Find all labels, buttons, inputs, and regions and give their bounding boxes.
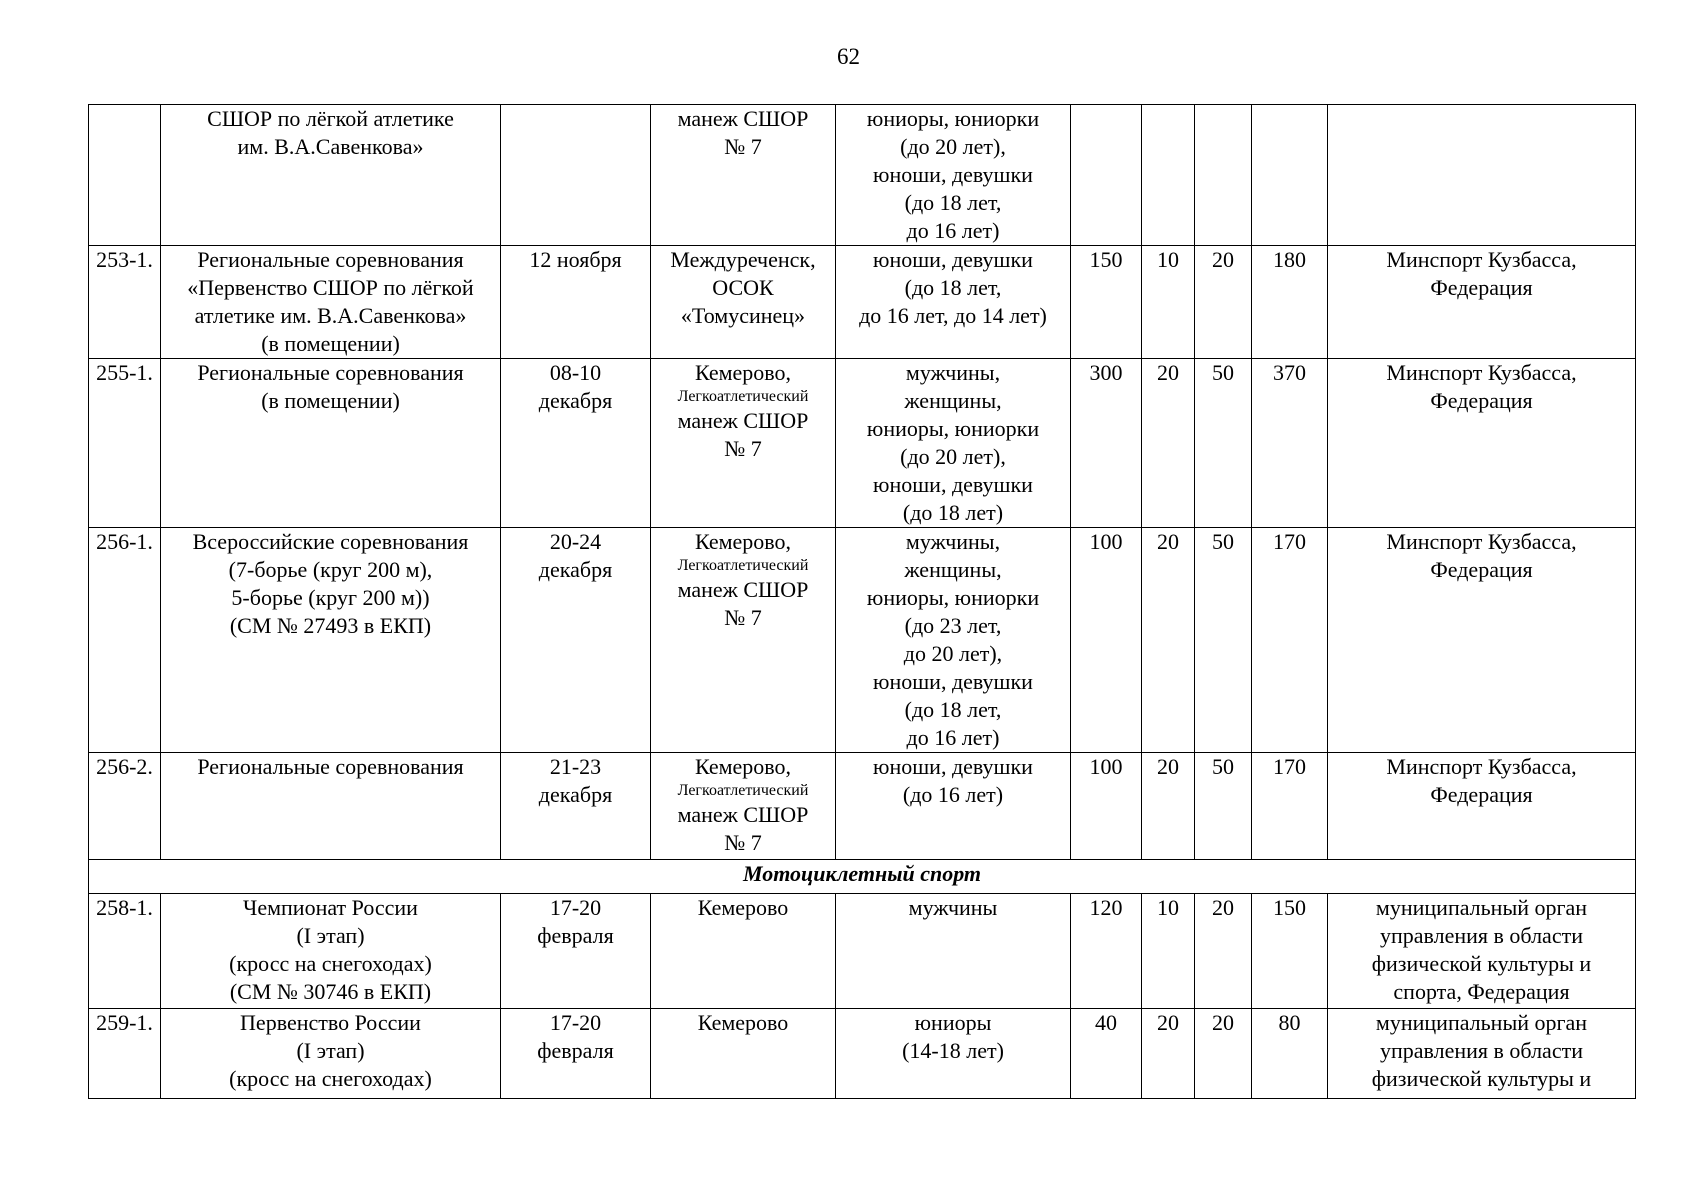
- event-organizer-line: физической культуры и: [1371, 951, 1592, 976]
- count-n2: 20: [1142, 528, 1195, 753]
- count-n2: 10: [1142, 246, 1195, 359]
- event-number: 256-1.: [89, 528, 161, 753]
- event-participants-line: до 16 лет): [906, 218, 1000, 243]
- table-row: [89, 528, 1636, 753]
- event-name-line: (в помещении): [261, 388, 400, 413]
- table-row: [89, 359, 1636, 528]
- event-name-line: Чемпионат России: [243, 895, 418, 920]
- event-place-line: «Томусинец»: [680, 303, 806, 328]
- event-organizer: [1328, 753, 1636, 860]
- section-row: [89, 860, 1636, 894]
- event-participants-line: юноши, девушки: [873, 247, 1033, 272]
- event-organizer-line: муниципальный орган: [1375, 895, 1588, 920]
- count-n1: 120: [1071, 894, 1142, 1009]
- event-name: [161, 246, 501, 359]
- table-row: [89, 753, 1636, 860]
- table-row: [89, 105, 1636, 246]
- count-n3: [1195, 105, 1252, 246]
- event-name-line: (7-борье (круг 200 м),: [228, 557, 433, 582]
- count-n3: 50: [1195, 528, 1252, 753]
- event-organizer-line: Федерация: [1430, 557, 1533, 582]
- event-place-line: № 7: [724, 830, 762, 855]
- event-dates: [501, 246, 651, 359]
- event-number: 259-1.: [89, 1009, 161, 1099]
- event-name-line: Всероссийские соревнования: [192, 529, 469, 554]
- event-place-line: манеж СШОР: [677, 106, 809, 131]
- event-organizer-line: Федерация: [1430, 275, 1533, 300]
- count-n1: 40: [1071, 1009, 1142, 1099]
- event-place-line: Кемерово,: [694, 360, 792, 385]
- event-name-line: (СМ № 30746 в ЕКП): [229, 979, 432, 1004]
- event-participants-line: юноши, девушки: [873, 472, 1033, 497]
- event-participants-line: до 16 лет): [906, 725, 1000, 750]
- event-organizer-line: спорта, Федерация: [1393, 979, 1570, 1004]
- count-n3: 20: [1195, 246, 1252, 359]
- event-participants-line: (до 16 лет): [902, 782, 1004, 807]
- event-dates-line: 21-23: [549, 754, 602, 779]
- event-place-line: манеж СШОР: [677, 577, 809, 602]
- event-number: 253-1.: [89, 246, 161, 359]
- event-participants-line: (до 18 лет,: [904, 275, 1002, 300]
- event-participants-line: (до 20 лет),: [900, 444, 1006, 469]
- count-total: 80: [1252, 1009, 1328, 1099]
- count-n2: 20: [1142, 1009, 1195, 1099]
- table-row: [89, 894, 1636, 1009]
- event-name: [161, 359, 501, 528]
- event-participants-line: юноши, девушки: [873, 669, 1033, 694]
- event-dates-line: 20-24: [549, 529, 602, 554]
- count-n3: 20: [1195, 894, 1252, 1009]
- event-participants: [836, 528, 1071, 753]
- count-n2: 20: [1142, 359, 1195, 528]
- event-name-line: Региональные соревнования: [197, 360, 464, 385]
- event-place: [651, 359, 836, 528]
- event-place-line: № 7: [724, 436, 762, 461]
- event-place-line: Междуреченск,: [670, 247, 816, 272]
- event-place: [651, 528, 836, 753]
- event-name-line: Региональные соревнования: [197, 247, 464, 272]
- event-dates: [501, 1009, 651, 1099]
- event-place-line: Легкоатлетический: [677, 557, 809, 574]
- event-place: [651, 894, 836, 1009]
- event-dates: [501, 894, 651, 1009]
- event-organizer-line: Минспорт Кузбасса,: [1386, 754, 1577, 779]
- count-n1: 300: [1071, 359, 1142, 528]
- event-name-line: 5-борье (круг 200 м)): [231, 585, 430, 610]
- count-total: 370: [1252, 359, 1328, 528]
- event-dates-line: 08-10: [549, 360, 602, 385]
- event-organizer: [1328, 528, 1636, 753]
- event-dates-line: февраля: [537, 1038, 614, 1063]
- event-dates-line: 17-20: [549, 895, 602, 920]
- count-n1: 100: [1071, 528, 1142, 753]
- event-dates-line: 17-20: [549, 1010, 602, 1035]
- event-place-line: № 7: [724, 134, 762, 159]
- event-place-line: Легкоатлетический: [677, 388, 809, 405]
- count-n3: 50: [1195, 359, 1252, 528]
- event-participants-line: юноши, девушки: [873, 162, 1033, 187]
- event-place-line: манеж СШОР: [677, 802, 809, 827]
- count-total: [1252, 105, 1328, 246]
- event-name-line: Первенство России: [240, 1010, 421, 1035]
- count-n2: 20: [1142, 753, 1195, 860]
- count-n2: [1142, 105, 1195, 246]
- event-organizer: [1328, 894, 1636, 1009]
- event-organizer: [1328, 246, 1636, 359]
- event-participants-line: (до 18 лет): [902, 500, 1004, 525]
- event-participants-line: женщины,: [904, 388, 1002, 413]
- event-participants-line: до 16 лет, до 14 лет): [859, 303, 1047, 328]
- event-participants-line: мужчины,: [905, 360, 1001, 385]
- event-organizer-line: Минспорт Кузбасса,: [1386, 529, 1577, 554]
- event-place-line: ОСОК: [712, 275, 774, 300]
- event-place: [651, 246, 836, 359]
- event-name-line: Региональные соревнования: [197, 754, 464, 779]
- event-participants-line: (до 18 лет,: [904, 190, 1002, 215]
- event-number: 256-2.: [89, 753, 161, 860]
- event-dates: [501, 528, 651, 753]
- event-dates-line: декабря: [538, 557, 613, 582]
- event-name: [161, 753, 501, 860]
- event-organizer-line: Федерация: [1430, 388, 1533, 413]
- event-participants-line: юниоры: [914, 1010, 992, 1035]
- event-organizer-line: управления в области: [1380, 1038, 1583, 1063]
- event-name: [161, 1009, 501, 1099]
- event-participants-line: юноши, девушки: [873, 754, 1033, 779]
- event-place: [651, 1009, 836, 1099]
- event-place-line: № 7: [724, 605, 762, 630]
- event-participants-line: (до 20 лет),: [900, 134, 1006, 159]
- count-n1: 150: [1071, 246, 1142, 359]
- event-number: 255-1.: [89, 359, 161, 528]
- events-table-body: [89, 105, 1636, 1099]
- event-dates-line: декабря: [538, 388, 613, 413]
- event-name-line: (I этап): [296, 1038, 365, 1063]
- count-total: 180: [1252, 246, 1328, 359]
- count-n3: 50: [1195, 753, 1252, 860]
- event-dates: [501, 753, 651, 860]
- event-dates: [501, 105, 651, 246]
- event-participants: [836, 246, 1071, 359]
- event-organizer-line: муниципальный орган: [1375, 1010, 1588, 1035]
- event-organizer: [1328, 1009, 1636, 1099]
- section-title: Мотоциклетный спорт: [89, 860, 1636, 894]
- event-participants-line: (до 18 лет,: [904, 697, 1002, 722]
- event-participants-line: юниоры, юниорки: [866, 585, 1040, 610]
- event-name-line: атлетике им. В.А.Савенкова»: [194, 303, 467, 328]
- event-name-line: им. В.А.Савенкова»: [237, 134, 424, 159]
- event-name: [161, 105, 501, 246]
- page-number: 62: [837, 44, 860, 69]
- event-participants: [836, 359, 1071, 528]
- event-name-line: (СМ № 27493 в ЕКП): [229, 613, 432, 638]
- event-participants-line: (14-18 лет): [902, 1038, 1004, 1063]
- event-organizer: [1328, 105, 1636, 246]
- table-row: [89, 246, 1636, 359]
- event-name: [161, 528, 501, 753]
- event-number: [89, 105, 161, 246]
- count-n3: 20: [1195, 1009, 1252, 1099]
- event-organizer-line: Минспорт Кузбасса,: [1386, 360, 1577, 385]
- event-place-line: Кемерово,: [694, 754, 792, 779]
- event-place-line: манеж СШОР: [677, 408, 809, 433]
- count-n1: 100: [1071, 753, 1142, 860]
- event-organizer-line: Федерация: [1430, 782, 1533, 807]
- event-participants-line: до 20 лет),: [903, 641, 1003, 666]
- event-place-line: Кемерово: [697, 895, 789, 920]
- event-participants-line: юниоры, юниорки: [866, 106, 1040, 131]
- event-organizer-line: Минспорт Кузбасса,: [1386, 247, 1577, 272]
- event-participants: [836, 1009, 1071, 1099]
- event-name-line: (кросс на снегоходах): [229, 1066, 432, 1091]
- count-total: 150: [1252, 894, 1328, 1009]
- event-organizer-line: управления в области: [1380, 923, 1583, 948]
- count-total: 170: [1252, 753, 1328, 860]
- event-organizer-line: физической культуры и: [1371, 1066, 1592, 1091]
- count-n1: [1071, 105, 1142, 246]
- event-participants-line: юниоры, юниорки: [866, 416, 1040, 441]
- event-name-line: СШОР по лёгкой атлетике: [207, 106, 454, 131]
- event-participants: [836, 753, 1071, 860]
- event-place: [651, 105, 836, 246]
- events-table: [88, 104, 1636, 1099]
- event-name-line: «Первенство СШОР по лёгкой: [187, 275, 474, 300]
- event-place-line: Кемерово: [697, 1010, 789, 1035]
- table-row: [89, 1009, 1636, 1099]
- event-dates-line: декабря: [538, 782, 613, 807]
- event-place: [651, 753, 836, 860]
- event-participants-line: мужчины: [908, 895, 998, 920]
- event-participants-line: мужчины,: [905, 529, 1001, 554]
- event-participants: [836, 894, 1071, 1009]
- event-name-line: (I этап): [296, 923, 365, 948]
- event-dates: [501, 359, 651, 528]
- count-n2: 10: [1142, 894, 1195, 1009]
- event-participants: [836, 105, 1071, 246]
- event-place-line: Кемерово,: [694, 529, 792, 554]
- event-name-line: (в помещении): [261, 331, 400, 356]
- event-participants-line: (до 23 лет,: [904, 613, 1002, 638]
- event-organizer: [1328, 359, 1636, 528]
- count-total: 170: [1252, 528, 1328, 753]
- event-participants-line: женщины,: [904, 557, 1002, 582]
- event-name-line: (кросс на снегоходах): [229, 951, 432, 976]
- event-dates-line: 12 ноября: [529, 247, 622, 272]
- event-name: [161, 894, 501, 1009]
- event-dates-line: февраля: [537, 923, 614, 948]
- event-number: 258-1.: [89, 894, 161, 1009]
- event-place-line: Легкоатлетический: [677, 782, 809, 799]
